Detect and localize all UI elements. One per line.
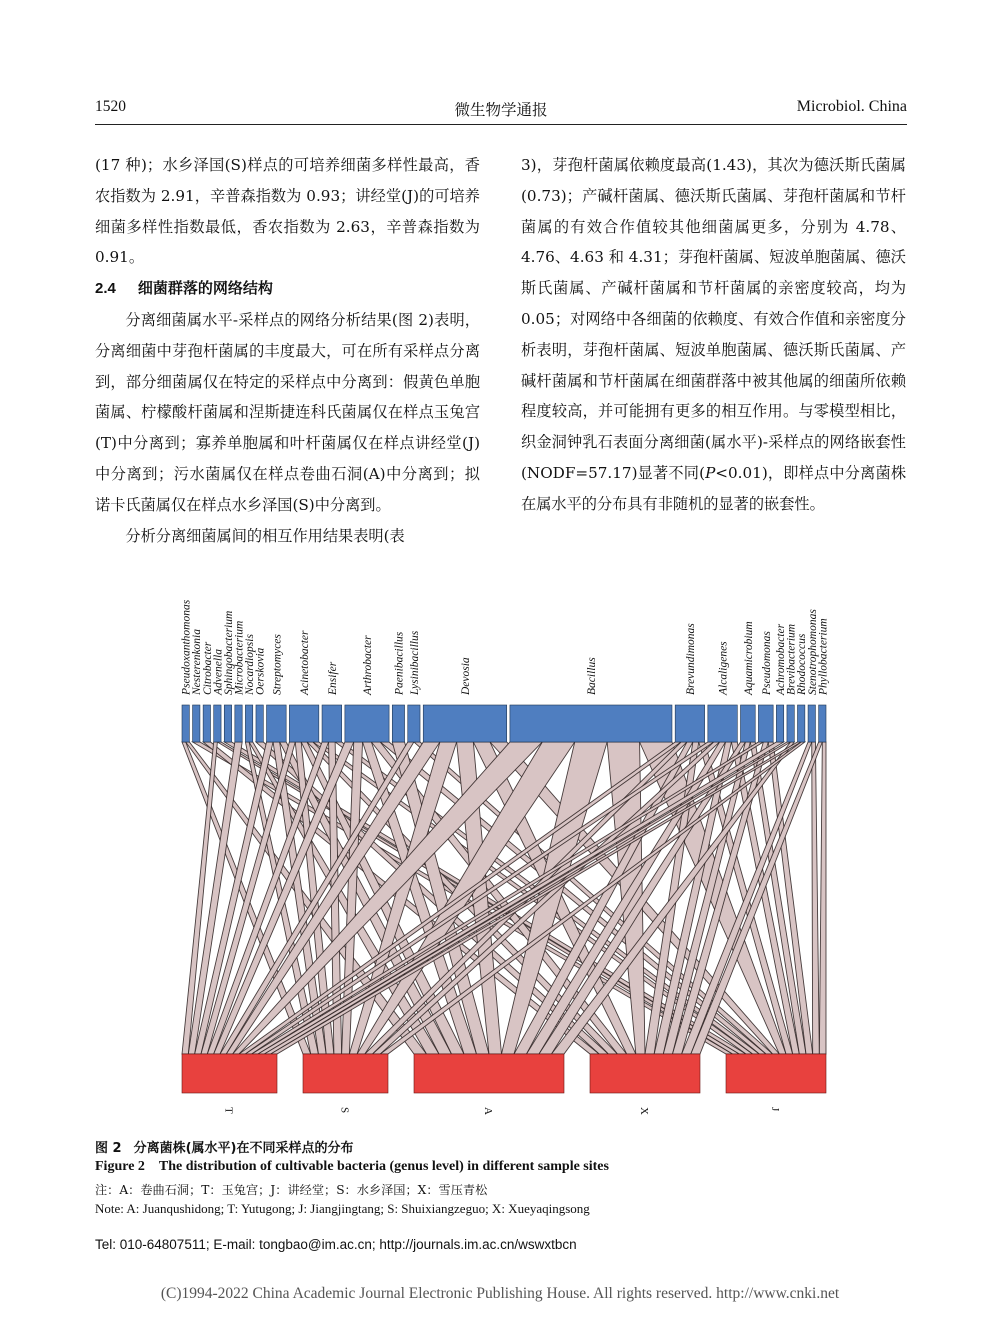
genus-label: Devosia — [459, 657, 472, 695]
genus-label: Pseudoxanthomonas — [180, 599, 193, 695]
genus-label: Streptomyces — [271, 634, 284, 695]
section-title: 细菌群落的网络结构 — [137, 279, 273, 298]
figure-note-en: Note: A: Juanqushidong; T: Yutugong; J: Jiangjingtang; S: Shuixiangzeguo; X: Xueyaqingsong — [95, 1201, 590, 1216]
genus-label: Bacillus — [585, 657, 598, 695]
genus-block — [245, 705, 252, 742]
genus-block — [708, 705, 737, 742]
network-link — [819, 742, 826, 1054]
genus-block — [423, 705, 506, 742]
figure-label-en: Figure 2 — [95, 1159, 145, 1174]
genus-block — [214, 705, 221, 742]
genus-label: Achromobacter — [775, 623, 788, 695]
genus-block — [193, 705, 200, 742]
site-block — [414, 1054, 564, 1093]
genus-block — [224, 705, 231, 742]
genus-block — [776, 705, 783, 742]
site-label: J — [769, 1107, 781, 1112]
network-links — [182, 742, 826, 1054]
genus-block — [741, 705, 756, 742]
figure-title-en: The distribution of cultivable bacteria (genus level) in different sample sites — [158, 1159, 609, 1174]
section-number: 2.4 — [95, 280, 116, 298]
left-column — [95, 150, 480, 551]
genus-block — [322, 705, 342, 742]
genus-label: Sphingobacterium — [222, 610, 235, 695]
page-number: 1520 — [95, 98, 126, 115]
genus-label: Brevundimonas — [684, 623, 697, 695]
section-heading — [95, 273, 480, 305]
genus-block — [808, 705, 815, 742]
journal-title-zh: 微生物学通报 — [454, 101, 548, 119]
site-block — [182, 1054, 277, 1093]
copyright-line: (C)1994-2022 China Academic Journal Electronic Publishing House. All rights reserved. http://www.cnki.net — [160, 1285, 840, 1302]
genus-label: Nocardiopsis — [244, 634, 257, 695]
figure-caption-en — [95, 1159, 915, 1175]
figure-title-zh: 分离菌株(属水平)在不同采样点的分布 — [133, 1141, 354, 1156]
genus-label: Advenella — [212, 649, 225, 695]
figure-label-zh: 图 2 — [95, 1141, 122, 1156]
genus-block — [392, 705, 404, 742]
genus-block — [289, 705, 318, 742]
paragraph — [521, 150, 906, 520]
genus-block — [256, 705, 263, 742]
genus-block — [235, 705, 242, 742]
genus-label: Aquamicrobium — [742, 621, 755, 695]
genus-label: Ensifer — [326, 661, 339, 695]
genus-label: Citrobacter — [201, 641, 214, 695]
paragraph-text: 3)，芽孢杆菌属依赖度最高(1.43)，其次为德沃斯氏菌属(0.73)；产碱杆菌属、德沃斯氏菌属、芽孢杆菌属和节杆菌属的有效合作值较其他细菌属更多，分别为 4.78、4.76、4.63 和 4.31；芽孢杆菌属、短波单胞菌属、德沃斯氏菌属、产碱杆菌属和节杆菌属的亲密度较高，均为 0.05；对网络中各细菌的依赖度、有效合作值和亲密度分析表明，芽孢杆菌属、短波单胞菌属、德沃斯氏菌属、产碱杆菌属和节杆菌属在细菌群落中被其他属的细菌所依赖程度较高，并可能拥有更多的相互作用。与零模型相比，织金洞钟乳石表面分离细菌(属水平)-采样点的网络嵌套性(NODF=57.17)显著不同( — [521, 156, 906, 482]
genus-block — [510, 705, 672, 742]
paragraph: 分离细菌属水平-采样点的网络分析结果(图 2)表明，分离细菌中芽孢杆菌属的丰度最大，可在所有采样点分离到，部分细菌属仅在特定的采样点中分离到：假黄色单胞菌属、柠檬酸杆菌属和涅斯捷连科氏菌属仅在样点玉兔宫(T)中分离到；寡养单胞属和叶杆菌属仅在样点讲经堂(J)中分离到；污水菌属仅在样点卷曲石洞(A)中分离到；拟诺卡氏菌属仅在样点水乡泽国(S)中分离到。 — [95, 310, 480, 514]
genus-block — [798, 705, 805, 742]
genus-label: Paenibacillus — [393, 631, 406, 695]
genus-block — [819, 705, 826, 742]
genus-label: Phyllobacterium — [817, 618, 830, 695]
genus-block — [182, 705, 189, 742]
genus-block — [267, 705, 287, 742]
genus-block — [787, 705, 794, 742]
site-block — [303, 1054, 388, 1093]
right-column — [521, 150, 906, 520]
site-block — [726, 1054, 826, 1093]
bipartite-network-figure — [150, 575, 850, 1120]
genus-label: Microbacterium — [233, 620, 246, 695]
site-label: S — [338, 1107, 351, 1114]
genus-label: Oerskovia — [254, 647, 267, 695]
p-value-symbol: P — [705, 463, 716, 482]
genus-label: Brevibacterium — [785, 623, 798, 695]
paragraph: 分析分离细菌属间的相互作用结果表明(表 — [125, 526, 405, 545]
running-header — [95, 98, 907, 125]
genus-label: Acinetobacter — [299, 630, 312, 695]
genus-label: Rhodococcus — [796, 633, 809, 695]
figure-note-zh: 注：A：卷曲石洞；T：玉兔宫；J：讲经堂；S：水乡泽国；X：雪压青松 — [95, 1183, 488, 1197]
genus-block — [203, 705, 210, 742]
genus-label: Lysinibacillus — [408, 630, 421, 695]
site-label: T — [222, 1107, 235, 1114]
genus-label: Pseudomonas — [760, 631, 773, 695]
paragraph: (17 种)；水乡泽国(S)样点的可培养细菌多样性最高，香农指数为 2.91，辛普森指数为 0.93；讲经堂(J)的可培养细菌多样性指数最低，香农指数为 2.63，辛普森指数为 0.91。 — [95, 156, 480, 267]
site-label: A — [482, 1107, 494, 1115]
site-label: X — [638, 1107, 650, 1115]
genus-block — [345, 705, 389, 742]
genus-block — [675, 705, 704, 742]
genus-label: Stenotrophomonas — [806, 609, 819, 695]
genus-label: Alcaligenes — [717, 641, 730, 695]
journal-title-en: Microbiol. China — [796, 98, 907, 115]
site-block — [590, 1054, 700, 1093]
figure-caption-zh — [95, 1137, 915, 1156]
paragraph-text-tail: <0.01)，即样点中分离菌株在属水平的分布具有非随机的显著的嵌套性。 — [521, 463, 907, 513]
genus-block — [408, 705, 420, 742]
network-link — [812, 742, 820, 1054]
contact-line: Tel: 010-64807511; E-mail: tongbao@im.ac.cn; http://journals.im.ac.cn/wswxtbcn — [95, 1237, 577, 1252]
genus-label: Nesterenkonia — [191, 628, 204, 695]
genus-block — [758, 705, 773, 742]
genus-label: Arthrobacter — [361, 635, 374, 695]
